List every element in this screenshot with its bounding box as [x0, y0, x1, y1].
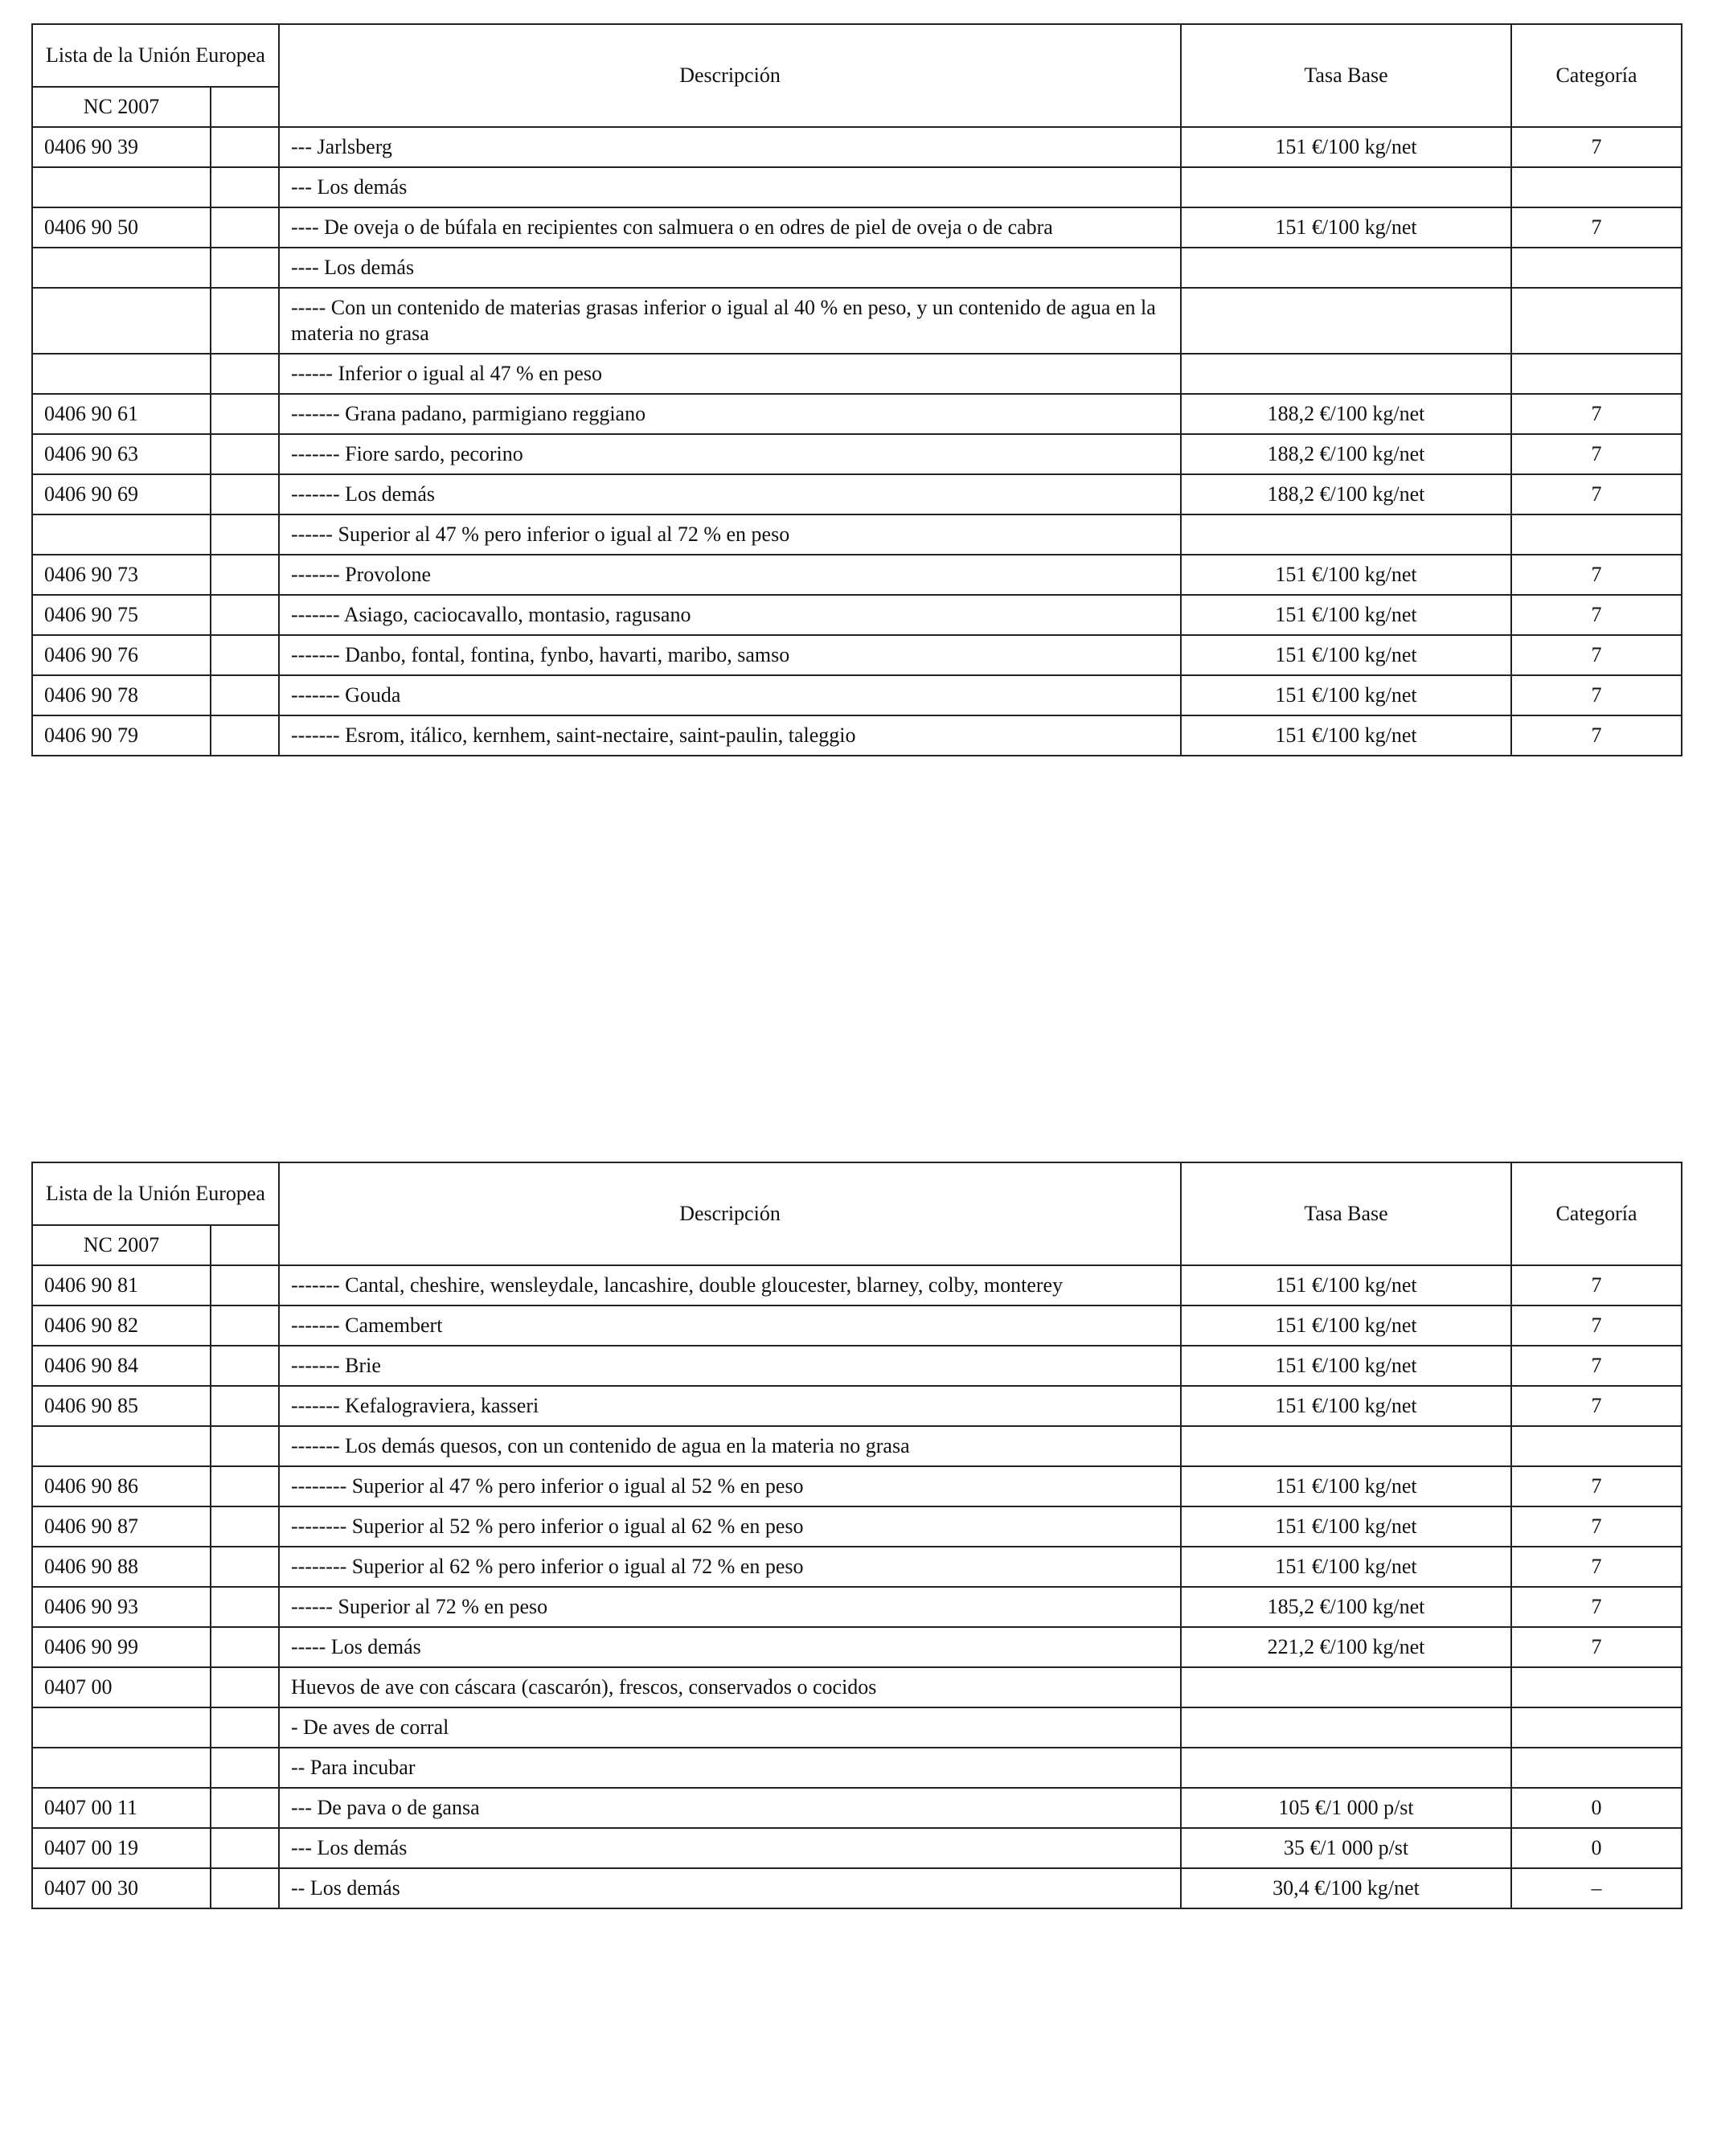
code-cell [32, 1426, 211, 1466]
description-cell: ------- Asiago, caciocavallo, montasio, ragusano [279, 595, 1181, 635]
header-nc: NC 2007 [32, 1225, 211, 1265]
code-cell [32, 1707, 211, 1748]
tasa-base-cell: 35 €/1 000 p/st [1181, 1828, 1511, 1868]
tasa-base-cell: 188,2 €/100 kg/net [1181, 434, 1511, 474]
sub-code-cell [211, 1667, 279, 1707]
description-cell: ------- Brie [279, 1346, 1181, 1386]
categoria-cell: 7 [1511, 1305, 1682, 1346]
tasa-base-cell [1181, 1707, 1511, 1748]
code-cell: 0407 00 [32, 1667, 211, 1707]
table-row [32, 1748, 1682, 1788]
code-cell: 0406 90 85 [32, 1386, 211, 1426]
categoria-cell: 7 [1511, 715, 1682, 756]
code-cell: 0406 90 61 [32, 394, 211, 434]
header-descripcion: Descripción [279, 24, 1181, 127]
description-cell: ------- Los demás [279, 474, 1181, 514]
categoria-cell: 7 [1511, 675, 1682, 715]
table-row [32, 1788, 1682, 1828]
description-cell: -- Los demás [279, 1868, 1181, 1908]
code-cell: 0407 00 19 [32, 1828, 211, 1868]
categoria-cell [1511, 514, 1682, 555]
table-row [32, 354, 1682, 394]
categoria-cell: 7 [1511, 474, 1682, 514]
header-blank [211, 87, 279, 127]
tasa-base-cell [1181, 167, 1511, 207]
tasa-base-cell: 188,2 €/100 kg/net [1181, 394, 1511, 434]
sub-code-cell [211, 675, 279, 715]
categoria-cell: 7 [1511, 1547, 1682, 1587]
sub-code-cell [211, 1305, 279, 1346]
sub-code-cell [211, 1748, 279, 1788]
sub-code-cell [211, 1265, 279, 1305]
table-row [32, 474, 1682, 514]
description-cell: ------- Gouda [279, 675, 1181, 715]
code-cell: 0406 90 84 [32, 1346, 211, 1386]
header-blank [211, 1225, 279, 1265]
categoria-cell [1511, 1748, 1682, 1788]
tasa-base-cell [1181, 248, 1511, 288]
code-cell: 0406 90 39 [32, 127, 211, 167]
description-cell: -------- Superior al 52 % pero inferior o igual al 62 % en peso [279, 1506, 1181, 1547]
header-lista: Lista de la Unión Europea [32, 24, 279, 87]
tasa-base-cell: 151 €/100 kg/net [1181, 1506, 1511, 1547]
sub-code-cell [211, 715, 279, 756]
tasa-base-cell: 151 €/100 kg/net [1181, 127, 1511, 167]
table-row [32, 1707, 1682, 1748]
sub-code-cell [211, 1707, 279, 1748]
table-row [32, 248, 1682, 288]
tasa-base-cell [1181, 1426, 1511, 1466]
sub-code-cell [211, 1627, 279, 1667]
description-cell: --- Los demás [279, 167, 1181, 207]
table-row [32, 675, 1682, 715]
categoria-cell: 7 [1511, 1627, 1682, 1667]
header-categoria: Categoría [1511, 24, 1682, 127]
table-body [32, 127, 1682, 756]
sub-code-cell [211, 1426, 279, 1466]
sub-code-cell [211, 1587, 279, 1627]
tasa-base-cell: 151 €/100 kg/net [1181, 635, 1511, 675]
table-row [32, 514, 1682, 555]
categoria-cell: 7 [1511, 1466, 1682, 1506]
description-cell: ------- Danbo, fontal, fontina, fynbo, havarti, maribo, samso [279, 635, 1181, 675]
description-cell: ------ Superior al 72 % en peso [279, 1587, 1181, 1627]
table-row [32, 1506, 1682, 1547]
tasa-base-cell: 151 €/100 kg/net [1181, 1386, 1511, 1426]
code-cell [32, 354, 211, 394]
code-cell: 0406 90 76 [32, 635, 211, 675]
code-cell: 0406 90 88 [32, 1547, 211, 1587]
header-descripcion: Descripción [279, 1162, 1181, 1265]
table-row [32, 555, 1682, 595]
description-cell: ------- Fiore sardo, pecorino [279, 434, 1181, 474]
table-row [32, 1868, 1682, 1908]
tasa-base-cell: 105 €/1 000 p/st [1181, 1788, 1511, 1828]
header-categoria: Categoría [1511, 1162, 1682, 1265]
description-cell: ------ Superior al 47 % pero inferior o igual al 72 % en peso [279, 514, 1181, 555]
sub-code-cell [211, 514, 279, 555]
table-row [32, 1426, 1682, 1466]
tasa-base-cell: 151 €/100 kg/net [1181, 715, 1511, 756]
table-row [32, 207, 1682, 248]
description-cell: ---- Los demás [279, 248, 1181, 288]
header-lista: Lista de la Unión Europea [32, 1162, 279, 1225]
description-cell: ----- Los demás [279, 1627, 1181, 1667]
code-cell: 0407 00 11 [32, 1788, 211, 1828]
sub-code-cell [211, 288, 279, 354]
description-cell: --- Jarlsberg [279, 127, 1181, 167]
sub-code-cell [211, 1506, 279, 1547]
sub-code-cell [211, 248, 279, 288]
categoria-cell [1511, 1667, 1682, 1707]
categoria-cell [1511, 1707, 1682, 1748]
sub-code-cell [211, 555, 279, 595]
code-cell: 0406 90 99 [32, 1627, 211, 1667]
categoria-cell: 7 [1511, 434, 1682, 474]
tariff-table-2 [31, 1162, 1682, 1909]
description-cell: ------- Los demás quesos, con un contenido de agua en la materia no grasa [279, 1426, 1181, 1466]
code-cell: 0406 90 86 [32, 1466, 211, 1506]
table-row [32, 1547, 1682, 1587]
description-cell: ---- De oveja o de búfala en recipientes con salmuera o en odres de piel de oveja o de cabra [279, 207, 1181, 248]
description-cell: -------- Superior al 62 % pero inferior o igual al 72 % en peso [279, 1547, 1181, 1587]
code-cell [32, 248, 211, 288]
table-row [32, 434, 1682, 474]
code-cell [32, 167, 211, 207]
table-row [32, 1627, 1682, 1667]
tasa-base-cell: 188,2 €/100 kg/net [1181, 474, 1511, 514]
categoria-cell: 7 [1511, 635, 1682, 675]
description-cell: ----- Con un contenido de materias grasas inferior o igual al 40 % en peso, y un contenido de agua en la materia no grasa [279, 288, 1181, 354]
categoria-cell: 7 [1511, 1506, 1682, 1547]
categoria-cell [1511, 288, 1682, 354]
code-cell: 0406 90 93 [32, 1587, 211, 1627]
description-cell: --- Los demás [279, 1828, 1181, 1868]
header-nc: NC 2007 [32, 87, 211, 127]
sub-code-cell [211, 635, 279, 675]
categoria-cell: 7 [1511, 207, 1682, 248]
table-row [32, 394, 1682, 434]
code-cell: 0407 00 30 [32, 1868, 211, 1908]
description-cell: ------- Provolone [279, 555, 1181, 595]
table-row [32, 1828, 1682, 1868]
header-tasa-base: Tasa Base [1181, 24, 1511, 127]
code-cell [32, 288, 211, 354]
tasa-base-cell: 151 €/100 kg/net [1181, 207, 1511, 248]
categoria-cell: 7 [1511, 555, 1682, 595]
sub-code-cell [211, 1386, 279, 1426]
sub-code-cell [211, 474, 279, 514]
categoria-cell [1511, 167, 1682, 207]
header-tasa-base: Tasa Base [1181, 1162, 1511, 1265]
sub-code-cell [211, 394, 279, 434]
tasa-base-cell: 151 €/100 kg/net [1181, 1305, 1511, 1346]
table-row [32, 595, 1682, 635]
categoria-cell: 7 [1511, 394, 1682, 434]
code-cell: 0406 90 79 [32, 715, 211, 756]
categoria-cell: – [1511, 1868, 1682, 1908]
code-cell: 0406 90 78 [32, 675, 211, 715]
code-cell: 0406 90 69 [32, 474, 211, 514]
description-cell: - De aves de corral [279, 1707, 1181, 1748]
tasa-base-cell [1181, 514, 1511, 555]
tariff-table-1 [31, 23, 1682, 756]
categoria-cell: 7 [1511, 595, 1682, 635]
description-cell: ------- Camembert [279, 1305, 1181, 1346]
table-row [32, 1386, 1682, 1426]
tasa-base-cell: 151 €/100 kg/net [1181, 555, 1511, 595]
code-cell: 0406 90 63 [32, 434, 211, 474]
table-row [32, 288, 1682, 354]
categoria-cell: 7 [1511, 1346, 1682, 1386]
sub-code-cell [211, 1466, 279, 1506]
code-cell [32, 514, 211, 555]
code-cell: 0406 90 75 [32, 595, 211, 635]
table-row [32, 1346, 1682, 1386]
tasa-base-cell: 151 €/100 kg/net [1181, 675, 1511, 715]
categoria-cell: 7 [1511, 1587, 1682, 1627]
table-row [32, 1265, 1682, 1305]
table-row [32, 1587, 1682, 1627]
code-cell: 0406 90 87 [32, 1506, 211, 1547]
tasa-base-cell: 151 €/100 kg/net [1181, 1265, 1511, 1305]
sub-code-cell [211, 595, 279, 635]
categoria-cell [1511, 354, 1682, 394]
description-cell: -- Para incubar [279, 1748, 1181, 1788]
categoria-cell [1511, 248, 1682, 288]
categoria-cell: 7 [1511, 127, 1682, 167]
categoria-cell: 0 [1511, 1828, 1682, 1868]
sub-code-cell [211, 434, 279, 474]
table-row [32, 1466, 1682, 1506]
tasa-base-cell: 151 €/100 kg/net [1181, 1466, 1511, 1506]
sub-code-cell [211, 354, 279, 394]
code-cell: 0406 90 73 [32, 555, 211, 595]
categoria-cell: 7 [1511, 1265, 1682, 1305]
tasa-base-cell: 30,4 €/100 kg/net [1181, 1868, 1511, 1908]
table-row [32, 127, 1682, 167]
sub-code-cell [211, 1828, 279, 1868]
code-cell: 0406 90 50 [32, 207, 211, 248]
description-cell: ------- Cantal, cheshire, wensleydale, lancashire, double gloucester, blarney, colby, monterey [279, 1265, 1181, 1305]
description-cell: Huevos de ave con cáscara (cascarón), frescos, conservados o cocidos [279, 1667, 1181, 1707]
tasa-base-cell: 221,2 €/100 kg/net [1181, 1627, 1511, 1667]
categoria-cell: 0 [1511, 1788, 1682, 1828]
code-cell: 0406 90 82 [32, 1305, 211, 1346]
table-body [32, 1265, 1682, 1908]
code-cell [32, 1748, 211, 1788]
header-row [32, 24, 1682, 87]
sub-code-cell [211, 207, 279, 248]
sub-code-cell [211, 1547, 279, 1587]
sub-code-cell [211, 1868, 279, 1908]
description-cell: ------ Inferior o igual al 47 % en peso [279, 354, 1181, 394]
description-cell: -------- Superior al 47 % pero inferior o igual al 52 % en peso [279, 1466, 1181, 1506]
description-cell: ------- Esrom, itálico, kernhem, saint-nectaire, saint-paulin, taleggio [279, 715, 1181, 756]
sub-code-cell [211, 167, 279, 207]
sub-code-cell [211, 1346, 279, 1386]
tasa-base-cell: 185,2 €/100 kg/net [1181, 1587, 1511, 1627]
header-row [32, 1162, 1682, 1225]
tasa-base-cell: 151 €/100 kg/net [1181, 1547, 1511, 1587]
tasa-base-cell [1181, 354, 1511, 394]
table-row [32, 167, 1682, 207]
tasa-base-cell [1181, 1667, 1511, 1707]
description-cell: ------- Kefalograviera, kasseri [279, 1386, 1181, 1426]
sub-code-cell [211, 127, 279, 167]
sub-code-cell [211, 1788, 279, 1828]
table-row [32, 1305, 1682, 1346]
description-cell: ------- Grana padano, parmigiano reggiano [279, 394, 1181, 434]
code-cell: 0406 90 81 [32, 1265, 211, 1305]
description-cell: --- De pava o de gansa [279, 1788, 1181, 1828]
categoria-cell [1511, 1426, 1682, 1466]
table-row [32, 715, 1682, 756]
tasa-base-cell: 151 €/100 kg/net [1181, 595, 1511, 635]
categoria-cell: 7 [1511, 1386, 1682, 1426]
tasa-base-cell [1181, 1748, 1511, 1788]
tasa-base-cell: 151 €/100 kg/net [1181, 1346, 1511, 1386]
table-row [32, 635, 1682, 675]
table-row [32, 1667, 1682, 1707]
tasa-base-cell [1181, 288, 1511, 354]
